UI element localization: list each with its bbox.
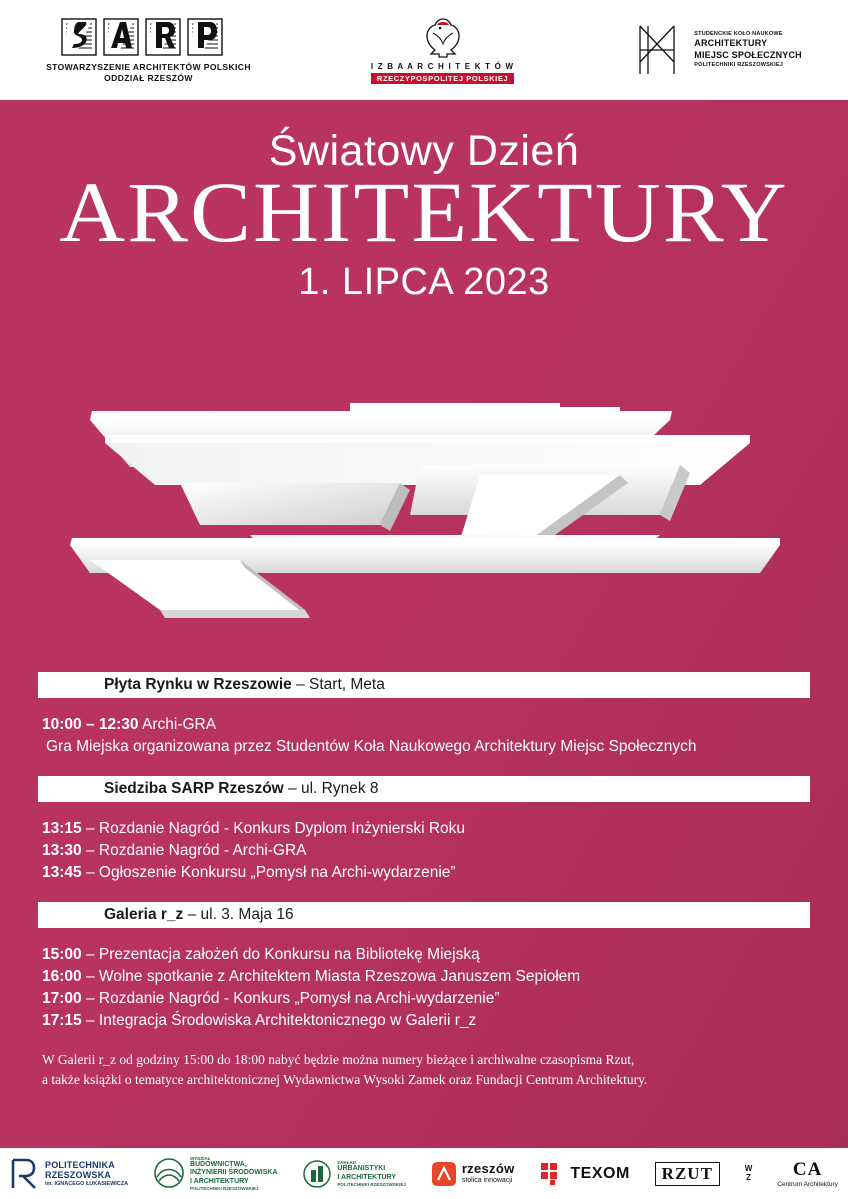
rzut-wordmark: RZUT <box>655 1162 720 1186</box>
wz-line1: W <box>744 1163 753 1173</box>
schedule-time: 16:00 <box>42 968 82 985</box>
sarp-wordmark-icon <box>58 16 238 58</box>
pr-line1: POLITECHNIKA <box>45 1160 115 1170</box>
zu-line4: POLITECHNIKI RZESZOWSKIEJ <box>337 1181 406 1187</box>
wysoki-zamek-logo <box>745 1165 753 1183</box>
venue-bar <box>38 776 810 802</box>
schedule-text: – Ogłoszenie Konkursu „Pomysł na Archi-wydarzenie” <box>81 864 456 881</box>
rzeszow-line2: stolica innowacji <box>461 1176 513 1184</box>
zu-line3: I ARCHITEKTURY <box>337 1173 397 1181</box>
wbisia-logo <box>153 1156 278 1192</box>
sarp-caption <box>46 62 251 83</box>
skn-line1: ARCHITEKTURY <box>694 38 768 49</box>
skn-mark-icon <box>634 22 686 78</box>
schedule-time: 13:15 <box>42 820 82 837</box>
politechnika-rzeszowska-logo <box>10 1157 128 1191</box>
eagle-icon <box>423 16 463 60</box>
wb-line3: INŻYNIERII ŚRODOWISKA <box>190 1169 278 1177</box>
schedule <box>38 672 810 1091</box>
skn-architektury-logo <box>634 22 802 78</box>
venue-detail: – ul. Rynek 8 <box>283 780 379 797</box>
pr-mark-icon <box>10 1157 40 1191</box>
izba-line2: RZECZYPOSPOLITEJ POLSKIEJ <box>371 73 514 84</box>
schedule-row <box>42 988 810 1010</box>
schedule-row <box>42 818 810 840</box>
texom-logo <box>539 1161 629 1187</box>
skn-text <box>694 31 802 69</box>
schedule-time: 17:00 <box>42 990 82 1007</box>
izba-architektow-logo <box>371 16 514 84</box>
izba-line1: I Z B A A R C H I T E K T Ó W <box>370 62 515 71</box>
wb-line1: WYDZIAŁ <box>190 1155 211 1161</box>
schedule-text: – Rozdanie Nagród - Konkurs „Pomysł na Archi-wydarzenie” <box>81 990 500 1007</box>
schedule-row <box>42 840 810 862</box>
sponsor-bar <box>0 1148 848 1199</box>
schedule-text: – Prezentacja założeń do Konkursu na Bibliotekę Miejską <box>81 946 480 963</box>
schedule-group-items <box>38 714 810 758</box>
schedule-group-items <box>38 944 810 1032</box>
texom-wordmark: TEXOM <box>570 1164 630 1182</box>
venue-bar <box>38 902 810 928</box>
schedule-text: – Rozdanie Nagród - Archi-GRA <box>81 842 307 859</box>
header-logo-bar <box>0 0 848 100</box>
footer-note-line1: W Galerii r_z od godziny 15:00 do 18:00 nabyć będzie można numery bieżące i archiwalne czasopisma Rzut, <box>42 1052 635 1067</box>
ca-line2: Centrum Architektury <box>777 1180 838 1188</box>
pr-line2: RZESZOWSKA <box>45 1170 111 1181</box>
footer-note <box>38 1050 810 1091</box>
venue-bar <box>38 672 810 698</box>
title-line1: Światowy Dzień <box>268 127 580 175</box>
sarp-logo <box>46 16 251 83</box>
wb-line5: POLITECHNIKI RZESZOWSKIEJ <box>190 1186 259 1192</box>
texom-mark-icon <box>539 1161 565 1187</box>
schedule-text: – Rozdanie Nagród - Konkurs Dyplom Inżynierski Roku <box>81 820 466 837</box>
ca-line1: CA <box>792 1158 823 1180</box>
skn-line0: STUDENCKIE KOŁO NAUKOWE <box>694 31 783 38</box>
schedule-group-items <box>38 818 810 884</box>
schedule-time: 13:30 <box>42 842 82 859</box>
schedule-time: 17:15 <box>42 1012 82 1029</box>
schedule-row <box>42 714 810 736</box>
poster-title <box>0 127 848 304</box>
schedule-time: 10:00 – 12:30 <box>42 716 139 733</box>
skn-line2: MIEJSC SPOŁECZNYCH <box>694 50 802 60</box>
venue-name: Galeria r_z <box>104 906 184 923</box>
venue-detail: – ul. 3. Maja 16 <box>183 906 294 923</box>
schedule-row <box>42 1010 810 1032</box>
schedule-text: – Integracja Środowiska Architektonicznego w Galerii r_z <box>81 1012 477 1029</box>
pr-line3: im. IGNACEGO ŁUKASIEWICZA <box>45 1180 129 1187</box>
schedule-row <box>42 944 810 966</box>
zaklad-urbanistyki-logo <box>302 1158 406 1190</box>
zu-mark-icon <box>302 1158 332 1190</box>
footer-note-line2: a także książki o tematyce architektonicznej Wydawnictwa Wysoki Zamek oraz Fundacji Centrum Architektury. <box>42 1072 648 1088</box>
schedule-row <box>42 862 810 884</box>
schedule-row <box>42 966 810 988</box>
rzeszow-line1: rzeszów <box>461 1161 515 1176</box>
schedule-time: 13:45 <box>42 864 82 881</box>
skn-line3: POLITECHNIKI RZESZOWSKIEJ <box>694 61 783 68</box>
schedule-time: 15:00 <box>42 946 82 963</box>
rzut-logo <box>655 1162 720 1186</box>
venue-name: Płyta Rynku w Rzeszowie <box>104 676 292 693</box>
zu-line2: URBANISTYKI <box>337 1165 386 1173</box>
schedule-text: Archi-GRA <box>138 716 217 733</box>
rzeszow-mark-icon <box>431 1161 457 1187</box>
wb-line2: BUDOWNICTWA, <box>190 1160 247 1168</box>
rzeszow-logo <box>431 1161 515 1187</box>
zu-line1: ZAKŁAD <box>337 1159 356 1165</box>
sarp-caption-line1: STOWARZYSZENIE ARCHITEKTÓW POLSKICH <box>46 62 251 73</box>
title-line2: ARCHITEKTURY <box>59 164 789 260</box>
wb-line4: I ARCHITEKTURY <box>190 1177 249 1185</box>
title-date: 1. LIPCA 2023 <box>298 260 550 303</box>
schedule-paragraph: Gra Miejska organizowana przez Studentów Koła Naukowego Architektury Miejsc Społecznych <box>46 738 697 755</box>
wz-line2: Z <box>746 1172 752 1182</box>
wbisia-mark-icon <box>153 1157 185 1189</box>
centrum-architektury-logo <box>777 1159 838 1188</box>
abstract-architecture-graphic <box>60 355 800 625</box>
venue-name: Siedziba SARP Rzeszów <box>104 780 284 797</box>
venue-detail: – Start, Meta <box>291 676 385 693</box>
schedule-text: – Wolne spotkanie z Architektem Miasta Rzeszowa Januszem Sepiołem <box>81 968 581 985</box>
sarp-caption-line2: ODDZIAŁ RZESZÓW <box>104 73 193 83</box>
